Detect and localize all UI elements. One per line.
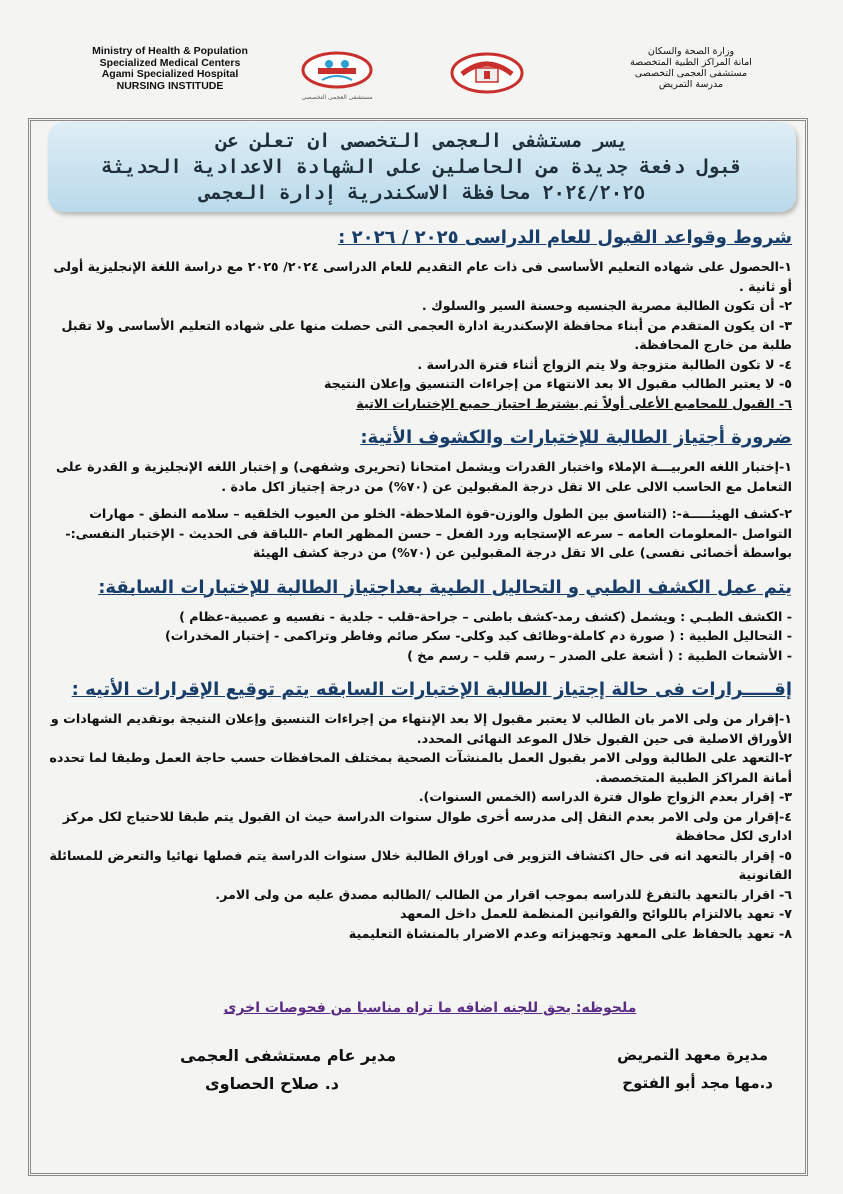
test-item: ١-إختبار اللغه العربيـــة الإملاء واختبار القدرات ويشمل امتحانا (تحريرى وشفهى) و إختبار اللغه الإنجليزية و القدرة على التعامل مع الحاسب الالى على الا تقل درجة المقبولين عن (٧٠%) من درجة إجتياز اكل مادة . xyxy=(55,459,792,494)
header-centers-ar: امانة المراكز الطبية المتخصصة xyxy=(630,57,752,68)
declaration-item: ٥- إقرار بالتعهد انه فى حال اكتشاف التزوير فى اوراق الطالبة خلال سنوات الدراسة يتم فصلها نهائيا والتعرض للمسائلة القانونية xyxy=(49,847,792,882)
condition-item: ١-الحصول على شهاده التعليم الأساسى فى ذات عام التقديم للعام الدراسى ٢٠٢٤/ ٢٠٢٥ مع دراسة اللغة الإنجليزية أولى أو ثانية . xyxy=(53,259,792,294)
medical-item: - التحاليل الطبية : ( صورة دم كاملة-وظائف كبد وكلى- سكر صائم وفاطر وتراكمى - إختبار المخدرات) xyxy=(164,628,792,643)
hospital-logo xyxy=(298,50,376,101)
signature-right-name: د.مها مجد أبو الفتوح xyxy=(622,1074,773,1092)
declaration-item: ٣- إقرار بعدم الزواج طوال فترة الدراسه (الخمس السنوات). xyxy=(418,789,792,804)
condition-item: ٢- أن تكون الطالبة مصرية الجنسيه وحسنة السير والسلوك . xyxy=(421,298,792,313)
condition-item: ٣- ان يكون المتقدم من أبناء محافظة الإسكندرية ادارة العجمى التى حصلت منها على شهاده التعليم الأساسى ولا تقبل طلبة من خارج المحافظة. xyxy=(61,317,792,352)
centers-logo xyxy=(448,50,526,98)
section-title-conditions: شروط وقواعد القبول للعام الدراسى ٢٠٢٥ / ٢٠٢٦ : xyxy=(338,227,792,248)
medical-item: - الكشف الطبـي : ويشمل (كشف رمد-كشف باطنى – جراحة-قلب - جلدية - نفسيه و عصبية-عظام ) xyxy=(179,608,792,624)
medical-item: - الأشعات الطبية : ( أشعة على الصدر – رسم قلب – رسم مخ ) xyxy=(407,647,792,663)
section-title-medical: يتم عمل الكشف الطبي و التحاليل الطبية بعداجتياز الطالبة للإختبارات السابقة: xyxy=(98,576,792,598)
declaration-item: ٨- تعهد بالحفاظ على المعهد وتجهيزاته وعدم الاضرار بالمنشاة التعليمية xyxy=(348,925,792,941)
banner-line-1: يسر مستشفى العجمى التخصصى ان تعلن عن xyxy=(216,130,628,152)
committee-note: ملحوظه: يحق للجنه اضافه ما تراه مناسبا من فحوصات اخرى xyxy=(223,1000,637,1016)
header-institute-line: NURSING INSTITUDE xyxy=(116,79,224,92)
banner-text xyxy=(60,128,784,206)
declaration-item: ٤-إقرار من ولى الامر بعدم النقل إلى مدرسه أخرى طوال سنوات الدراسة حيث ان القبول يتم طبقا للاحتياج لكل مركز ادارى لكل محافظة xyxy=(62,808,792,843)
header-hospital-ar: مستشفى العجمى التخصصى xyxy=(634,68,748,79)
signature-left-title: مدير عام مستشفى العجمى xyxy=(180,1046,397,1065)
declaration-item: ٢-التعهد على الطالبة وولى الامر بقبول العمل بالمنشآت الصحية بمختلف المحافظات حسب حاجة العمل وطبقا لما تحدده أمانة المراكز الطبية المتخصصة. xyxy=(49,750,792,785)
section-title-declarations: إقـــــرارات فى حالة إجتياز الطالبة الإختبارات السابقه يتم توقيع الإقرارات الأتيه : xyxy=(71,679,792,700)
section-title-tests: ضرورة أجتياز الطالبة للإختبارات والكشوف الأتية: xyxy=(360,427,792,448)
header-ministry-ar: وزارة الصحة والسكان xyxy=(647,46,735,57)
condition-item: ٦- القبول للمجاميع الأعلى أولاً ثم يشترط اجتياز جميع الإختبارات الاتية xyxy=(356,395,792,411)
condition-item: ٤- لا تكون الطالبة متزوجة ولا يتم الزواج أثناء فترة الدراسة . xyxy=(417,356,792,372)
signature-left-name: د. صلاح الحصاوى xyxy=(205,1074,339,1093)
header-arabic-block xyxy=(591,46,791,90)
test-item: ٢-كشف الهيئـــــة-: (التناسق بين الطول والوزن-قوة الملاحظة- الخلو من العيوب الخلقيه – سلامه النطق - مهارات التواصل -المعلومات العامه – سرعه الإستجابه ورد الفعل – حسن المظهر العام -اللباقة فى الحديث - الإختبار النفسى:- بواسطة أخصائى نفسى) على الا تقل درجة المقبولين عن (٧٠%) من درجة كشف الهيئة xyxy=(65,506,792,560)
logo-caption: مستشفى العجمى التخصصى xyxy=(301,94,373,101)
document-body xyxy=(42,225,792,943)
banner-line-2: قبول دفعة جديدة من الحاصلين على الشهادة الاعدادية الحديثة xyxy=(101,156,743,178)
header-english-block xyxy=(55,46,285,92)
declaration-item: ٧- تعهد بالالتزام باللوائح والقوانين المنظمة للعمل داخل المعهد xyxy=(399,906,792,921)
header-hospital-line: Agami Specialized Hospital xyxy=(101,68,239,80)
header-ministry-line: Ministry of Health & Population xyxy=(92,45,248,57)
banner-line-3: ٢٠٢٤/٢٠٢٥ محافظة الاسكندرية إدارة العجمى xyxy=(198,182,646,204)
condition-item: ٥- لا يعتبر الطالب مقبول الا بعد الانتهاء من إجراءات التنسيق وإعلان النتيجة xyxy=(323,376,792,391)
declaration-item: ٦- اقرار بالتعهد بالتفرغ للدراسه بموجب اقرار من الطالب /الطالبه مصدق عليه من ولى الامر. xyxy=(215,886,792,902)
header-centers-line: Specialized Medical Centers xyxy=(99,56,241,69)
header-school-ar: مدرسة التمريض xyxy=(658,79,724,90)
signature-right-title: مديرة معهد التمريض xyxy=(617,1046,768,1064)
declaration-item: ١-إقرار من ولى الامر بان الطالب لا يعتبر مقبول إلا بعد الإنتهاء من إجراءات التنسيق وإعلان النتيجة بوتقديم الشهادات و الأوراق الاصلية فى حين القبول خلال الموعد النهائى المحدد. xyxy=(50,711,792,746)
